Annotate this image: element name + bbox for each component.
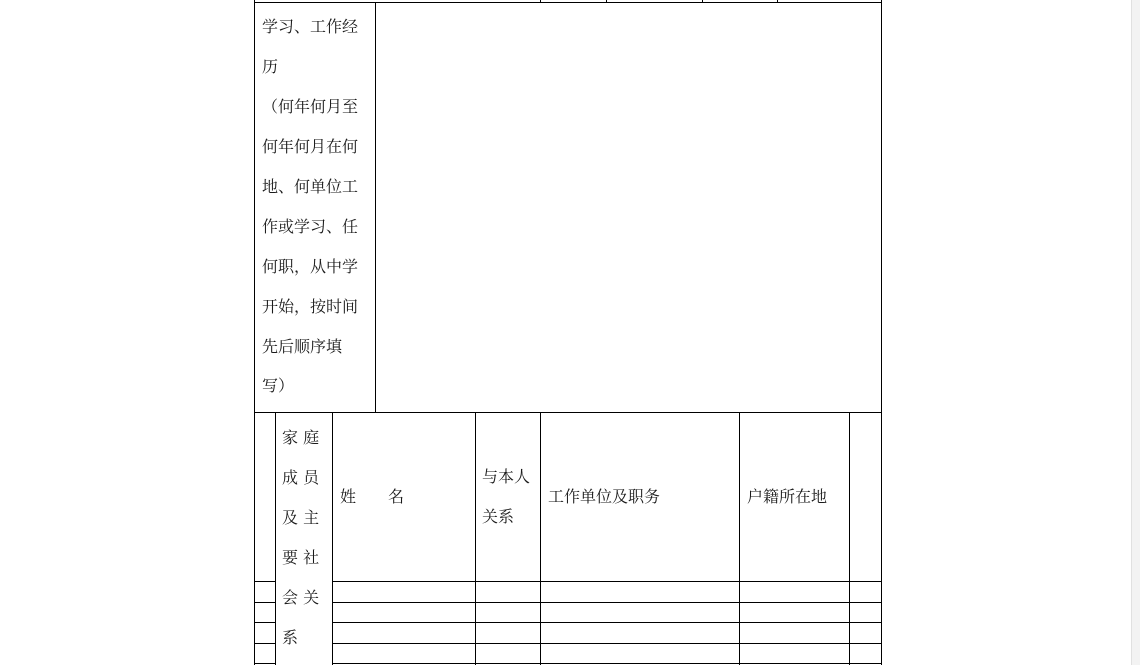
experience-content-cell[interactable] [376, 3, 881, 412]
rule-left-edge [254, 0, 255, 665]
header-relation-line1: 与本人 [482, 467, 531, 486]
family-label-line: 要 社 [282, 548, 320, 567]
experience-label-line: 写） [262, 376, 295, 395]
table-row[interactable] [333, 582, 881, 602]
experience-label-line: 先后顺序填 [262, 337, 343, 356]
experience-label-line: （何年何月至 [262, 97, 359, 116]
experience-label-line: 开始，按时间 [262, 297, 359, 316]
experience-label-line: 历 [262, 57, 279, 76]
vertical-scrollbar[interactable] [1131, 0, 1140, 665]
family-label-line: 及 主 [282, 508, 320, 527]
family-label-line: 会 关 [282, 588, 320, 607]
rule-section-divider [255, 412, 882, 413]
experience-label-line: 作或学习、任 [262, 217, 359, 236]
header-work-unit: 工作单位及职务 [548, 487, 661, 506]
experience-label-line: 何职，从中学 [262, 257, 359, 276]
family-label-line: 成 员 [282, 468, 320, 487]
header-relation-line2: 关系 [482, 507, 515, 526]
experience-label-line: 何年何月在何 [262, 137, 359, 156]
experience-label-line: 学习、工作经 [262, 17, 359, 36]
table-row[interactable] [333, 644, 881, 663]
table-row[interactable] [333, 623, 881, 643]
experience-label-line: 地、何单位工 [262, 177, 359, 196]
rule-right-edge [881, 0, 882, 665]
table-row[interactable] [333, 603, 881, 622]
family-label-line: 系 [282, 628, 299, 647]
header-residence: 户籍所在地 [747, 487, 828, 506]
family-label-line: 家 庭 [282, 428, 320, 447]
rule-row-5 [255, 663, 882, 664]
header-name: 姓 名 [340, 487, 405, 506]
